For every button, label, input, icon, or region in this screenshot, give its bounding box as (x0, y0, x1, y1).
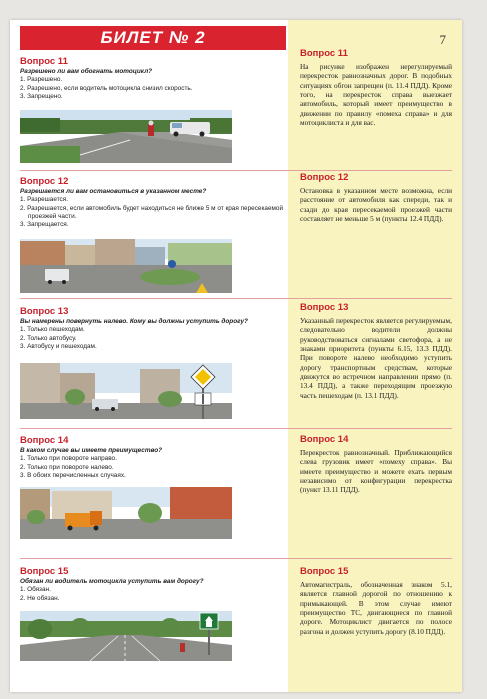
option-3[interactable]: 3. Запрещается. (20, 221, 69, 229)
option-3[interactable]: 3. Запрещено. (20, 93, 63, 101)
option-2[interactable]: 2. Разрешается, если автомобиль будет находиться не ближе 5 м от края пересекаемой проезжей части. (20, 204, 284, 221)
answer-title: Вопрос 13 (300, 302, 349, 313)
question-title: Вопрос 13 (20, 306, 69, 317)
question-13 (20, 306, 286, 351)
answer-options (20, 586, 286, 603)
question-text: Разрешено ли вам обогнать мотоцикл? (20, 68, 153, 75)
question-13-illustration (20, 363, 232, 419)
option-2[interactable]: 2. Только при повороте налево. (20, 463, 114, 471)
option-2[interactable]: 2. Только автобусу. (20, 334, 77, 342)
page-number: 7 (439, 32, 446, 47)
question-12 (20, 176, 286, 230)
answer-text: Перекресток равнозначный. Приближающийся слева грузовик имеет «помеху справа». Вы имеете преимущество и можете ехать первым независимо от конфигурации перекрестка (пункт 13.11 ПДД). (300, 448, 452, 495)
option-1[interactable]: 1. Только при повороте направо. (20, 455, 117, 463)
answer-text: Автомагистраль, обозначенная знаком 5.1, является главной дорогой по отношению к примыкающей. В этом случае имеют преимущество ТС, двигающиеся по главной дороге. Мотоциклист двигается по полосе разгона и должен уступить дорогу (8.10 ПДД). (300, 580, 452, 636)
answer-14 (300, 434, 452, 495)
option-2[interactable]: 2. Разрешено, если водитель мотоцикла снизил скорость. (20, 84, 193, 92)
question-11 (20, 56, 286, 101)
answer-12 (300, 172, 452, 223)
answer-options (20, 326, 286, 351)
option-3[interactable]: 3. Автобусу и пешеходам. (20, 343, 97, 351)
option-2[interactable]: 2. Не обязан. (20, 594, 60, 602)
answer-13 (300, 302, 452, 400)
answer-title: Вопрос 12 (300, 172, 349, 183)
answer-title: Вопрос 11 (300, 48, 348, 59)
option-1[interactable]: 1. Обязан. (20, 586, 51, 594)
answer-options (20, 196, 286, 229)
question-text: В каком случае вы имеете преимущество? (20, 447, 163, 454)
question-text: Разрешается ли вам остановиться в указанном месте? (20, 188, 207, 195)
option-1[interactable]: 1. Только пешеходам. (20, 326, 85, 334)
option-1[interactable]: 1. Разрешено. (20, 76, 63, 84)
answer-text: На рисунке изображен нерегулируемый перекресток равнозначных дорог. В подобных ситуациях обгон запрещен (п. 11.4 ПДД). Кроме того, на перекресток справа выезжает автомобиль, который имеет преимущество в движении по правилу «помеха справа» и для мотоциклиста и для вас. (300, 62, 452, 127)
section-divider (20, 298, 452, 299)
answer-options (20, 455, 286, 480)
question-text: Вы намерены повернуть налево. Кому вы должны уступить дорогу? (20, 318, 248, 325)
answer-15 (300, 566, 452, 636)
question-15 (20, 566, 286, 603)
answer-title: Вопрос 14 (300, 434, 349, 445)
question-11-illustration (20, 110, 232, 163)
ticket-title: БИЛЕТ № 2 (20, 26, 286, 50)
question-text: Обязан ли водитель мотоцикла уступить вам дорогу? (20, 578, 204, 585)
section-divider (20, 428, 452, 429)
answer-text: Указанный перекресток является регулируемым, следовательно водители должны руководствоваться сигналами светофора, а не знаками приоритета (пункты 6.15, 13.3 ПДД). При повороте налево необходимо уступить дорогу транспортным средствам, которые движутся во встречном направлении прямо (п. 13.4 ПДД), а также переходящим проезжую часть пешеходам (п. 13.1 ПДД). (300, 316, 452, 400)
question-title: Вопрос 12 (20, 176, 69, 187)
question-title: Вопрос 11 (20, 56, 68, 67)
answer-title: Вопрос 15 (300, 566, 349, 577)
answer-text: Остановка в указанном месте возможна, если расстояние от автомобиля как спереди, так и сзади до края пересекаемой проезжей части составляет не меньше 5 м (пункты 12.4 ПДД). (300, 186, 452, 223)
section-divider (20, 558, 452, 559)
question-title: Вопрос 15 (20, 566, 69, 577)
question-14 (20, 435, 286, 480)
option-1[interactable]: 1. Разрешается. (20, 196, 68, 204)
question-15-illustration (20, 611, 232, 661)
option-3[interactable]: 3. В обоих перечисленных случаях. (20, 472, 126, 480)
section-divider (20, 170, 452, 171)
question-14-illustration (20, 487, 232, 539)
answer-11 (300, 48, 452, 127)
question-title: Вопрос 14 (20, 435, 69, 446)
question-12-illustration (20, 239, 232, 293)
answer-options (20, 76, 286, 101)
ticket-page (10, 20, 462, 692)
